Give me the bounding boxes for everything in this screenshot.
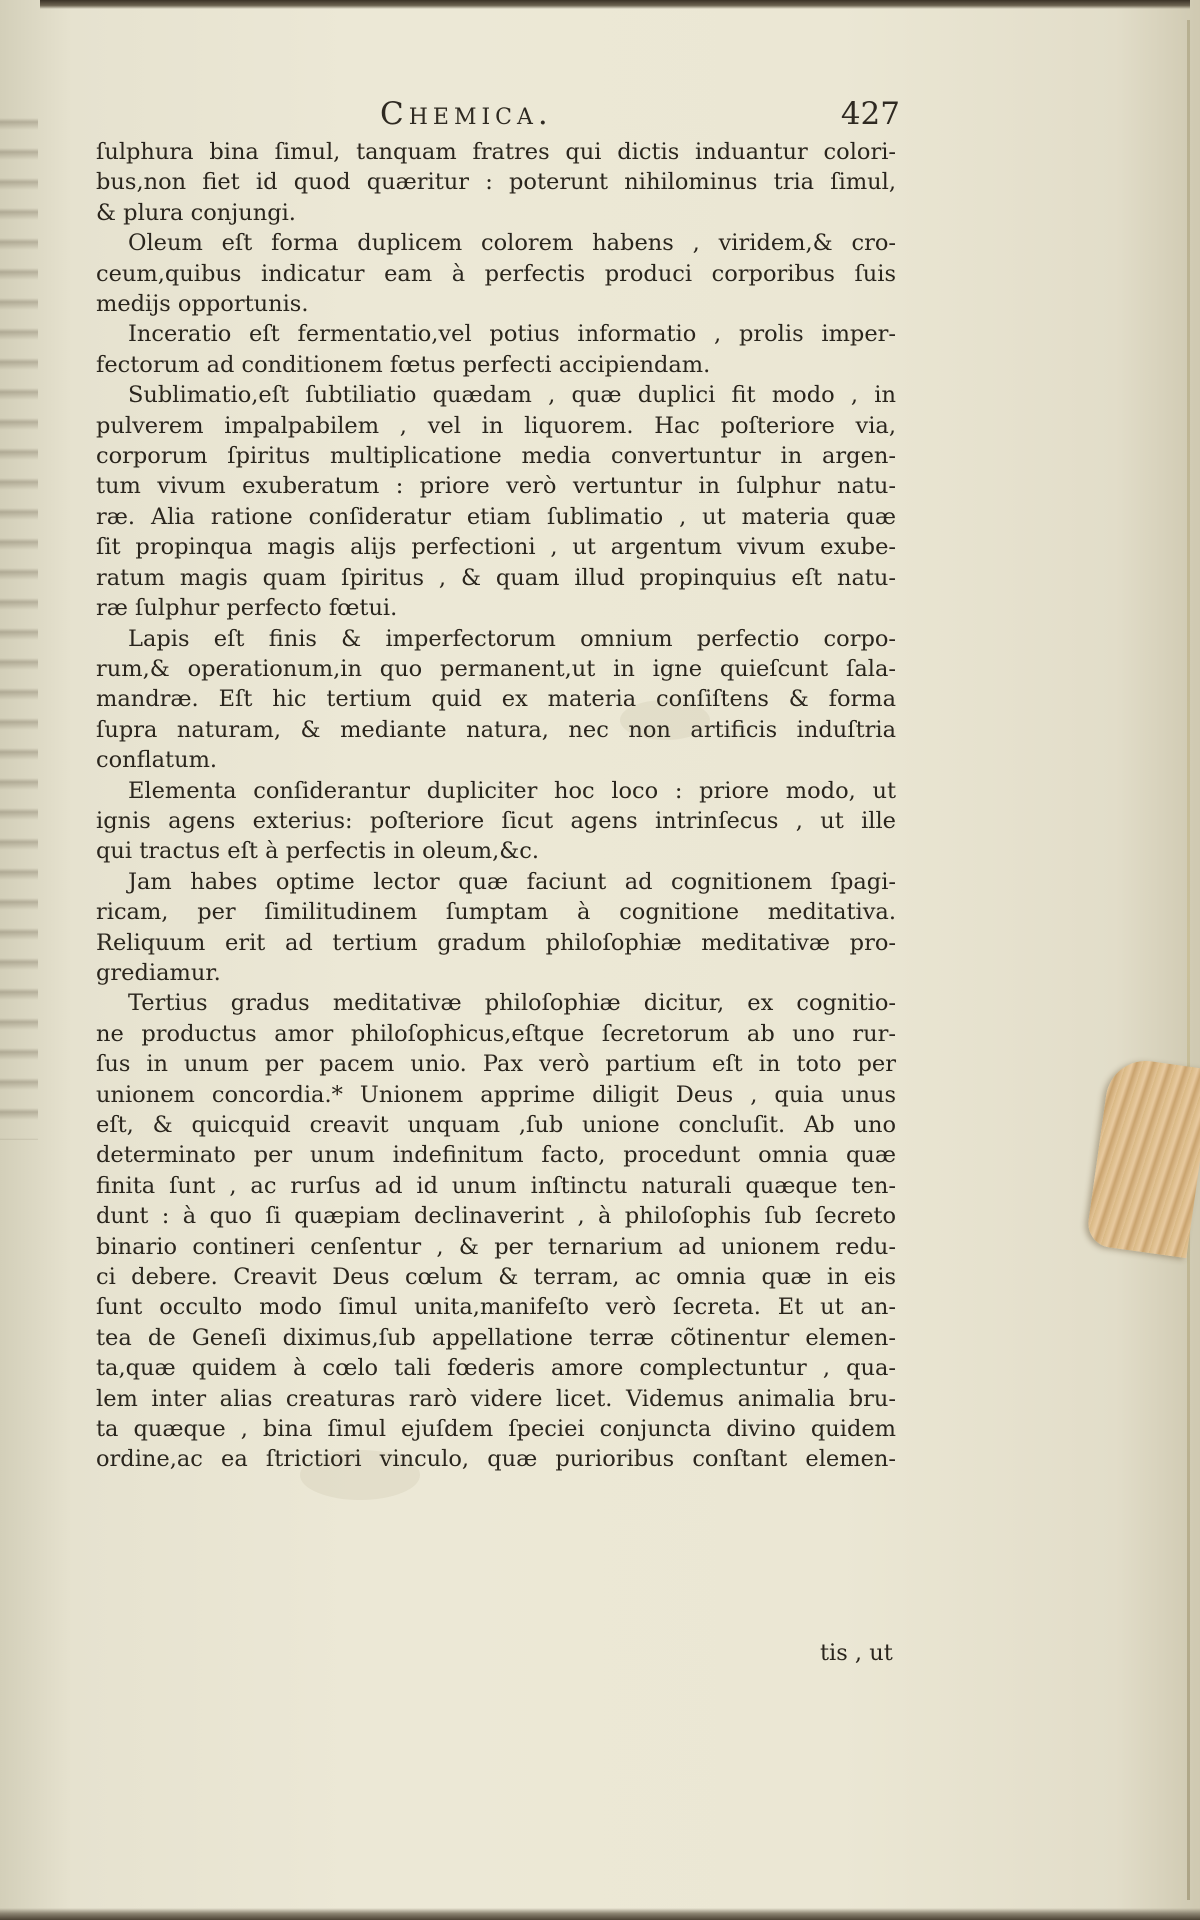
page-top-edge [40,0,1190,9]
text-line: pulverem impalpabilem , vel in liquorem. Hac poſteriore via, [96,412,896,439]
text-line: tea de Geneſi diximus,ſub appellatione terræ cõtinentur elemen- [96,1324,896,1351]
text-line: ſunt occulto modo ſimul unita,manifeſto verò ſecreta. Et ut an- [96,1294,896,1321]
text-line: Lapis eſt finis & imperfectorum omnium perfectio corpo- [128,625,896,652]
text-line: ſit propinqua magis alijs perfectioni , ut argentum vivum exube- [96,534,896,561]
text-line: finita ſunt , ac rurſus ad id unum inſtinctu naturali quæque ten- [96,1172,896,1199]
running-head: Chemica. [380,96,553,132]
page-number: 427 [840,96,900,132]
text-line: unionem concordia.* Unionem apprime diligit Deus , quia unus [96,1081,896,1108]
text-line: ſulphura bina ſimul, tanquam fratres qui dictis induantur colori- [96,139,896,165]
text-line: ta quæque , bina ſimul ejuſdem ſpeciei conjuncta divino quidem [96,1416,896,1443]
text-line: lem inter alias creaturas rarò videre licet. Videmus animalia bru- [96,1385,896,1412]
text-line: & plura conjungi. [96,199,296,226]
text-line: mandræ. Eſt hic tertium quid ex materia conſiſtens & forma [96,686,896,713]
text-line: Sublimatio,eſt ſubtiliatio quædam , quæ duplici fit modo , in [128,382,896,409]
text-line: ta,quæ quidem à cœlo tali fœderis amore complectuntur , qua- [96,1355,896,1382]
text-line: Inceratio eſt fermentatio,vel potius informatio , prolis imper- [128,321,896,348]
text-line: determinato per unum indefinitum facto, procedunt omnia quæ [96,1142,896,1169]
text-line: ceum,quibus indicatur eam à perfectis produci corporibus ſuis [96,260,896,287]
page-bottom-edge [0,1908,1200,1920]
text-line: eſt, & quicquid creavit unquam ,ſub unione concluſit. Ab uno [96,1112,896,1138]
text-line: dunt : à quo ſi quæpiam declinaverint , à philoſophis ſub ſecreto [96,1203,896,1230]
body-text [96,137,896,1475]
text-line: ræ. Alia ratione conſideratur etiam ſublimatio , ut materia quæ [96,503,896,530]
text-line: Reliquum erit ad tertium gradum philoſophiæ meditativæ pro- [96,929,896,956]
text-line: conflatum. [96,747,218,774]
text-line: tum vivum exuberatum : priore verò vertuntur in ſulphur natu- [96,473,896,500]
text-line: ræ ſulphur perfecto fœtui. [96,595,398,622]
text-line: ſupra naturam, & mediante natura, nec non artificis induſtria [96,716,896,743]
text-line: fectorum ad conditionem fœtus perfecti accipiendam. [96,351,711,378]
text-line: Tertius gradus meditativæ philoſophiæ dicitur, ex cognitio- [128,990,896,1017]
text-line: Jam habes optime lector quæ faciunt ad cognitionem ſpagi- [128,868,896,895]
text-line: medijs opportunis. [96,291,309,318]
bookmark-tassel [1085,1056,1200,1258]
text-line: ci debere. Creavit Deus cœlum & terram, ac omnia quæ in eis [96,1264,896,1291]
text-line: bus,non fiet id quod quæritur : poterunt nihilominus tria ſimul, [96,169,896,196]
text-line: ne productus amor philoſophicus,eſtque ſecretorum ab uno rur- [96,1020,896,1047]
text-line: Oleum eſt forma duplicem colorem habens , viridem,& cro- [128,230,896,257]
text-line: grediamur. [96,959,221,986]
text-line: ignis agens exterius: poſteriore ſicut agens intrinſecus , ut ille [96,807,896,834]
text-line: rum,& operationum,in quo permanent,ut in igne quieſcunt ſala- [96,655,896,682]
text-line: ordine,ac ea ſtrictiori vinculo, quæ purioribus conſtant elemen- [96,1446,896,1473]
page-header [380,96,900,136]
text-line: qui tractus eſt à perfectis in oleum,&c. [96,838,540,865]
show-through-margin [0,100,38,1140]
text-line: ratum magis quam ſpiritus , & quam illud propinquius eſt natu- [96,564,896,591]
text-line: binario contineri cenſentur , & per ternarium ad unionem redu- [96,1233,896,1260]
text-line: corporum ſpiritus multiplicatione media convertuntur in argen- [96,443,896,470]
text-line: ſus in unum per pacem unio. Pax verò partium eſt in toto per [96,1051,896,1078]
catchword: tis , ut [820,1640,893,1666]
text-line: ricam, per ſimilitudinem ſumptam à cognitione meditativa. [96,899,896,926]
gutter-shadow [1187,20,1190,1900]
text-line: Elementa conſiderantur dupliciter hoc loco : priore modo, ut [128,777,896,804]
